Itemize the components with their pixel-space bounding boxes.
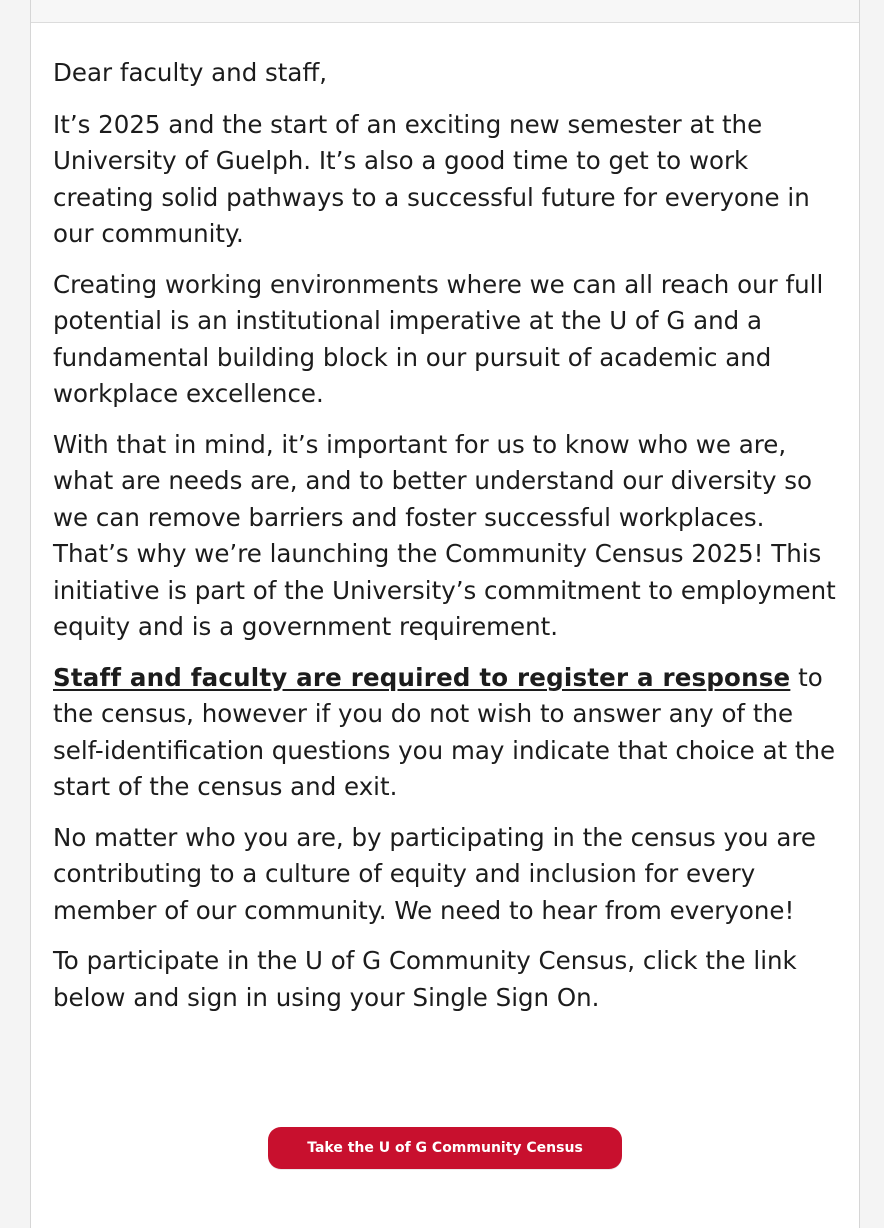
paragraph-intro: It’s 2025 and the start of an exciting new semester at the University of Guelph. It’s also a good time to get to work creating solid pathways to a successful future for everyone in our community.: [53, 109, 810, 248]
paragraph-inclusion: No matter who you are, by participating in the census you are contributing to a culture of equity and inclusion for every member of our community. We need to hear from everyone!: [53, 822, 816, 925]
paragraph-required-notice: [53, 660, 843, 806]
paragraph-instructions: To participate in the U of G Community Census, click the link below and sign in using your Single Sign On.: [53, 946, 797, 1012]
cta-container: [31, 1127, 859, 1169]
required-notice-emphasis: Staff and faculty are required to register a response: [53, 662, 791, 692]
email-content: [53, 55, 843, 1030]
take-census-button[interactable]: Take the U of G Community Census: [268, 1127, 622, 1169]
email-body-panel: [30, 0, 860, 1228]
email-greeting: Dear faculty and staff,: [53, 58, 328, 87]
email-header-strip: [31, 0, 859, 23]
paragraph-diversity: With that in mind, it’s important for us to know who we are, what are needs are, and to better understand our diversity so we can remove barriers and foster successful workplaces. That’s why we’re launching the Community Census 2025! This initiative is part of the University’s commitment to employment equity and is a government requirement.: [53, 429, 836, 641]
paragraph-environments: Creating working environments where we can all reach our full potential is an institutional imperative at the U of G and a fundamental building block in our pursuit of academic and workplace excellence.: [53, 269, 824, 408]
required-notice-rest: to the census, however if you do not wish to answer any of the self-identification questions you may indicate that choice at the start of the census and exit.: [53, 662, 836, 801]
